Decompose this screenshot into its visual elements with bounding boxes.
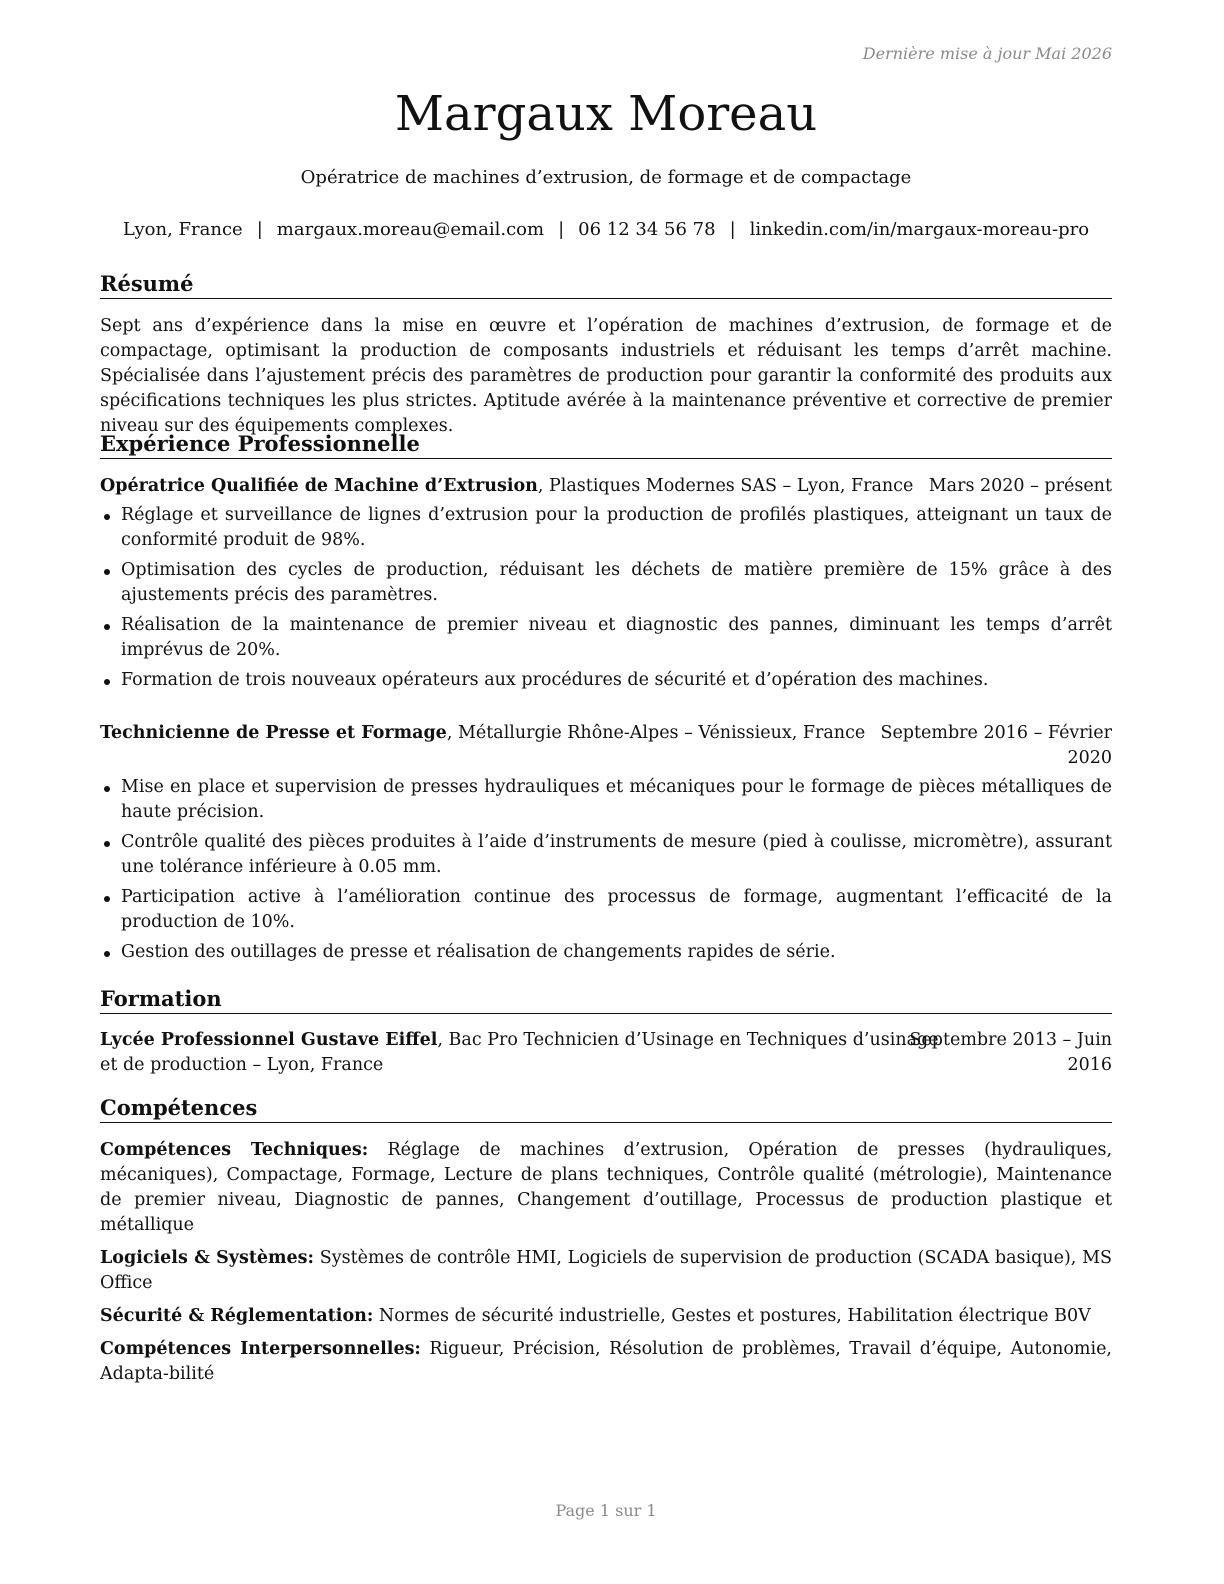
education-degree: , Bac Pro Technicien d’Usinage en Techniques d’usinage [437,1030,939,1050]
skill-text: Réglage de machines d’extrusion, Opération de presses (hydrauliques, mécaniques), Compactage, Formage, Lecture de plans techniques, Contrôle qualité (métrologie), Maintenance de premier niveau, Diagnostic de pannes, Changement d’outillage, Processus de production plastique et métallique [100,1140,1113,1235]
job-entry [100,474,1112,698]
education-heading: Formation [100,986,1112,1014]
candidate-title: Opératrice de machines d’extrusion, de formage et de compactage [300,167,912,188]
job-bullet: Participation active à l’amélioration continue des processus de formage, augmentant l’efficacité de la production de 10%. [100,885,1112,935]
skill-text: Normes de sécurité industrielle, Gestes et postures, Habilitation électrique B0V [373,1306,1091,1326]
education-dates-line: 2016 [1067,1055,1112,1075]
skill-label: Sécurité & Réglementation: [100,1306,374,1326]
job-entry [100,721,1112,970]
education-dates [909,1028,1112,1078]
job-header [100,721,1112,771]
job-bullet: Réglage et surveillance de lignes d’extrusion pour la production de profilés plastiques, atteignant un taux de conformité produit de 98%. [100,503,1112,553]
education-dates-line: Septembre 2013 – Juin [909,1030,1112,1050]
contact-email[interactable]: margaux.moreau@email.com [276,219,545,240]
summary-text: Sept ans d’expérience dans la mise en œuvre et l’opération de machines d’extrusion, de formage et de compactage, optimisant la production de composants industriels et réduisant les temps d’arrêt machine. Spécialisée dans l’ajustement précis des paramètres de production pour garantir la conformité des produits aux spécifications techniques les plus strictes. Aptitude avérée à la maintenance préventive et corrective de premier niveau sur des équipements complexes. [100,316,1112,436]
contact-separator: | [729,219,736,240]
job-bullet: Gestion des outillages de presse et réalisation de changements rapides de série. [100,940,1112,965]
candidate-name: Margaux Moreau [394,86,818,142]
education-entry [100,1028,1112,1078]
job-bullet: Réalisation de la maintenance de premier niveau et diagnostic des pannes, diminuant les temps d’arrêt imprévus de 20%. [100,613,1112,663]
job-bullets [100,775,1112,965]
contact-location: Lyon, France [122,219,243,240]
job-role: Technicienne de Presse et Formage [100,723,447,743]
skill-line [100,1246,1112,1296]
job-dates [880,721,1112,771]
job-dates: Mars 2020 – présent [928,476,1112,496]
contact-linkedin[interactable]: linkedin.com/in/margaux-moreau-pro [749,219,1090,240]
skill-line [100,1138,1112,1238]
job-dates-line: Septembre 2016 – Février [880,723,1112,743]
education-degree-cont: et de production – Lyon, France [100,1055,384,1075]
skills-list [100,1138,1112,1395]
job-bullets [100,503,1112,693]
job-company: , Métallurgie Rhône-Alpes – Vénissieux, France [446,723,866,743]
job-header [100,474,1112,499]
last-updated: Dernière mise à jour Mai 2026 [862,44,1112,63]
skill-line [100,1337,1112,1387]
job-company: , Plastiques Modernes SAS – Lyon, France [537,476,914,496]
skill-line [100,1304,1112,1329]
job-role: Opératrice Qualifiée de Machine d’Extrusion [100,476,538,496]
skill-label: Compétences Techniques: [100,1140,369,1160]
job-bullet: Mise en place et supervision de presses hydrauliques et mécaniques pour le formage de pièces métalliques de haute précision. [100,775,1112,825]
job-bullet: Formation de trois nouveaux opérateurs aux procédures de sécurité et d’opération des machines. [100,668,1112,693]
job-bullet: Contrôle qualité des pièces produites à l’aide d’instruments de mesure (pied à coulisse, micromètre), assurant une tolérance inférieure à 0.05 mm. [100,830,1112,880]
contact-separator: | [558,219,565,240]
resume-page [100,0,1112,1584]
summary-heading: Résumé [100,271,1112,299]
skill-text: Systèmes de contrôle HMI, Logiciels de supervision de production (SCADA basique), MS Office [100,1248,1112,1293]
skill-text: Rigueur, Précision, Résolution de problèmes, Travail d’équipe, Autonomie, Adapta-bilité [100,1339,1112,1384]
page-number: Page 1 sur 1 [555,1501,657,1520]
skills-heading: Compétences [100,1095,1112,1123]
contact-separator: | [256,219,263,240]
contact-phone: 06 12 34 56 78 [578,219,716,240]
skill-label: Logiciels & Systèmes: [100,1248,314,1268]
education-school: Lycée Professionnel Gustave Eiffel [100,1030,438,1050]
job-dates-line: 2020 [1067,748,1112,768]
skill-label: Compétences Interpersonnelles: [100,1339,421,1359]
job-bullet: Optimisation des cycles de production, réduisant les déchets de matière première de 15% grâce à des ajustements précis des paramètres. [100,558,1112,608]
contact-line [80,219,1132,240]
experience-heading: Expérience Professionnelle [100,431,1112,459]
